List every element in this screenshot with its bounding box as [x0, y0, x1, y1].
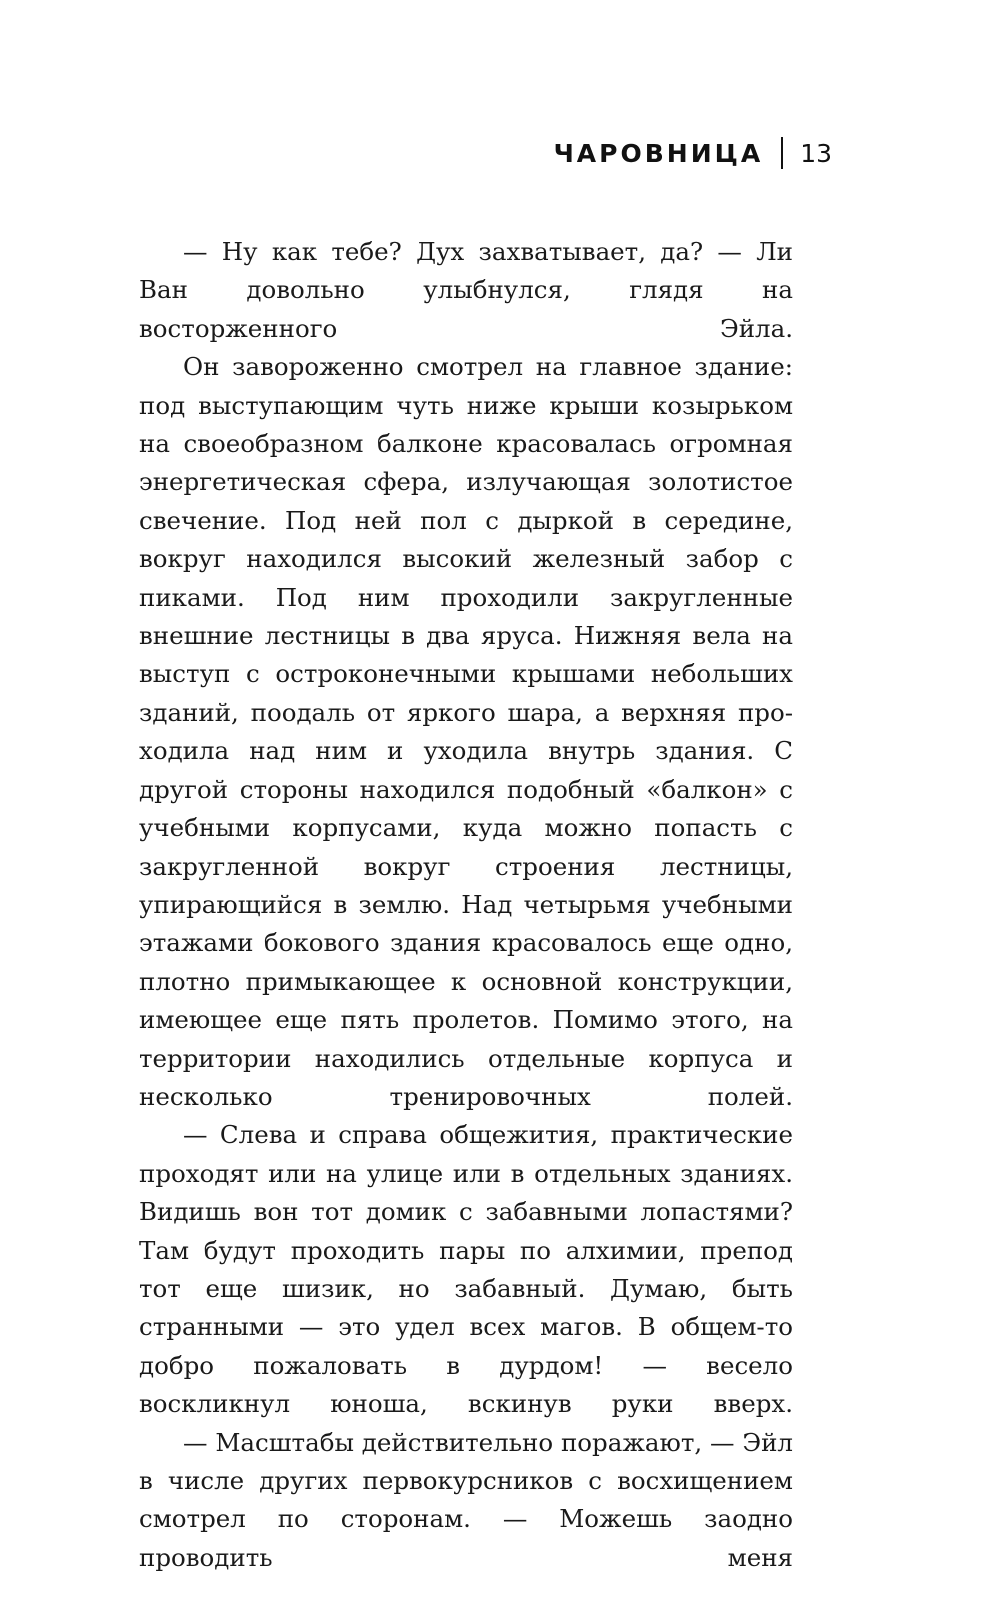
- running-head: [554, 133, 832, 173]
- book-title: ЧАРОВНИЦА: [553, 138, 764, 168]
- paragraph: — Масштабы действительно поражают, — Эйл в числе других первокурсников с восхищением смотрел по сторонам. — Можешь заодно проводить меня: [139, 1427, 793, 1572]
- paragraph: Он завороженно смотрел на главное здание: под выступающим чуть ниже крыши козырьком на своеобразном балконе красовалась огромная энергетическая сфера, излучающая золотистое свечение. Под ней пол с дыркой в середине, вокруг находился высокий железный забор с пиками. Под ним проходили закругленные внешние лестницы в два яруса. Нижняя вела на выступ с остроконечными крышами небольших зданий, поодаль от яркого шара, а верхняя проходила над ним и уходила внутрь здания. С другой стороны находился подобный «балкон» с учебными корпусами, куда можно попасть с закругленной вокруг строения лестницы, упирающийся в землю. Над четырьмя учебными этажами бокового здания красовалось еще одно, плотно примыкающее к основной конструкции, имеющее еще пять пролетов. Помимо этого, на территории находились отдельные корпуса и несколько тренировочных полей.: [139, 352, 793, 1111]
- page-number: 13: [800, 138, 832, 168]
- body-text: [139, 233, 793, 1577]
- header-divider: [781, 137, 783, 169]
- paragraph: — Ну как тебе? Дух захватывает, да? — Ли Ван довольно улыбнулся, глядя на восторженного Эйла.: [139, 237, 793, 343]
- paragraph: — Слева и справа общежития, практические проходят или на улице или в отдельных зданиях. Видишь вон тот домик с забавными лопастями? Там будут проходить пары по алхимии, препод тот еще шизик, но забавный. Думаю, быть странными — это удел всех магов. В общем-то добро пожаловать в дурдом! — весело воскликнул юноша, вскинув руки вверх.: [139, 1120, 793, 1419]
